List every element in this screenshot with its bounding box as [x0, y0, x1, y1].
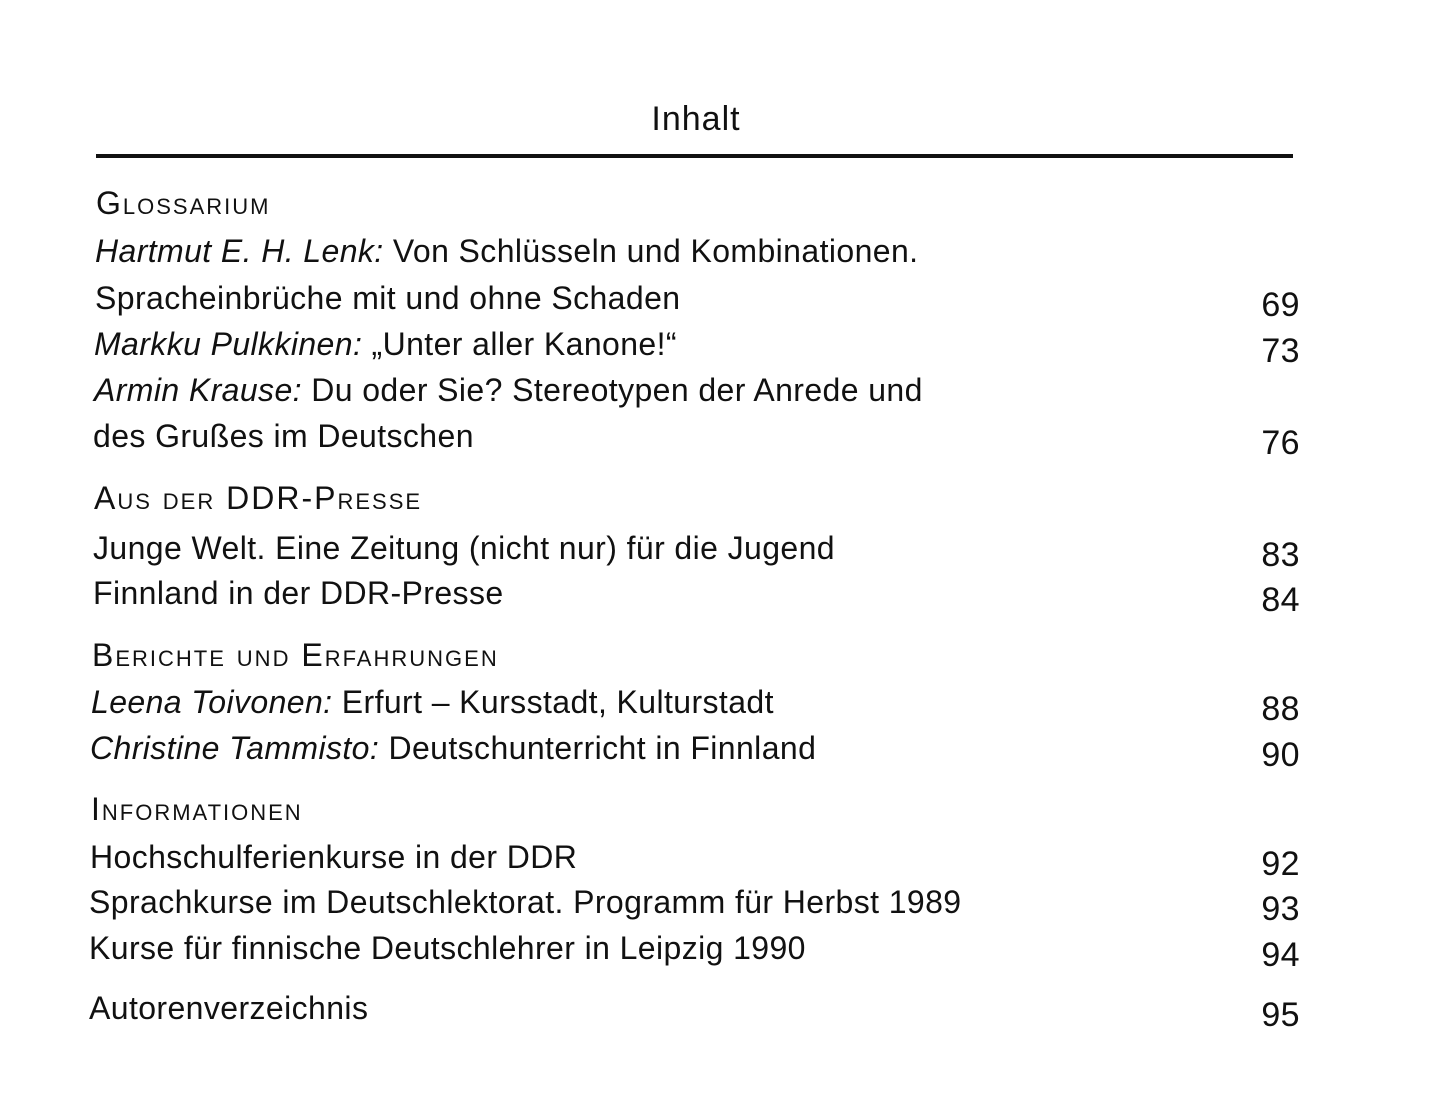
page-number: 92	[1261, 845, 1300, 883]
entry-title: Deutschunterricht in Finnland	[388, 730, 817, 766]
toc-entry-junge-welt[interactable]	[0, 530, 1300, 576]
page-number: 69	[1261, 286, 1300, 324]
section-heading-informationen	[0, 791, 1300, 837]
section-heading-berichte	[0, 637, 1300, 683]
entry-author: Leena Toivonen:	[91, 684, 333, 720]
entry-author: Hartmut E. H. Lenk:	[95, 233, 384, 269]
page-number: 88	[1261, 690, 1300, 728]
toc-entry-finnland-presse[interactable]	[0, 575, 1300, 621]
entry-title: „Unter aller Kanone!“	[371, 326, 677, 362]
section-heading-ddr-presse	[0, 480, 1300, 526]
entry-title: Sprachkurse im Deutschlektorat. Programm für Herbst 1989	[89, 884, 962, 920]
toc-entry-sprachkurse[interactable]	[0, 884, 1300, 930]
entry-author: Armin Krause:	[94, 372, 302, 408]
page-number: 94	[1261, 936, 1300, 974]
toc-entry-lenk[interactable]	[0, 233, 1300, 279]
page-number: 93	[1261, 890, 1300, 928]
entry-title: Erfurt – Kursstadt, Kulturstadt	[341, 684, 774, 720]
toc-entry-kurse-leipzig[interactable]	[0, 930, 1300, 976]
entry-title: Kurse für finnische Deutschlehrer in Leipzig 1990	[89, 930, 806, 966]
page-number: 84	[1261, 581, 1300, 619]
page-number: 76	[1261, 424, 1300, 462]
entry-title: Spracheinbrüche mit und ohne Schaden	[95, 280, 681, 316]
page-number: 95	[1261, 996, 1300, 1034]
section-heading-text: Informationen	[91, 791, 303, 827]
toc-entry-krause-continued[interactable]	[0, 418, 1300, 464]
toc-entry-autorenverzeichnis[interactable]	[0, 990, 1300, 1036]
section-heading-glossarium	[0, 185, 1300, 231]
entry-title: Von Schlüsseln und Kombinationen.	[392, 233, 919, 269]
entry-title: Finnland in der DDR-Presse	[93, 575, 504, 611]
page-title: Inhalt	[651, 100, 741, 138]
entry-title: Junge Welt. Eine Zeitung (nicht nur) für die Jugend	[93, 530, 835, 566]
entry-author: Christine Tammisto:	[90, 730, 380, 766]
entry-title: Autorenverzeichnis	[89, 990, 369, 1026]
section-heading-text: Berichte und Erfahrungen	[92, 637, 499, 673]
toc-entry-tammisto[interactable]	[0, 730, 1300, 776]
toc-entry-lenk-continued[interactable]	[0, 280, 1300, 326]
page-number: 90	[1261, 736, 1300, 774]
page-number: 83	[1261, 536, 1300, 574]
toc-entry-hochschulferienkurse[interactable]	[0, 839, 1300, 885]
entry-title: Hochschulferienkurse in der DDR	[90, 839, 578, 875]
toc-entry-pulkkinen[interactable]	[0, 326, 1300, 372]
page-number: 73	[1261, 332, 1300, 370]
entry-title: Du oder Sie? Stereotypen der Anrede und	[311, 372, 923, 408]
section-heading-text: Aus der DDR-Presse	[94, 480, 423, 516]
toc-entry-toivonen[interactable]	[0, 684, 1300, 730]
section-heading-text: Glossarium	[96, 185, 271, 221]
toc-entry-krause[interactable]	[0, 372, 1300, 418]
entry-author: Markku Pulkkinen:	[94, 326, 363, 362]
entry-title: des Grußes im Deutschen	[93, 418, 474, 454]
title-divider	[96, 154, 1293, 158]
